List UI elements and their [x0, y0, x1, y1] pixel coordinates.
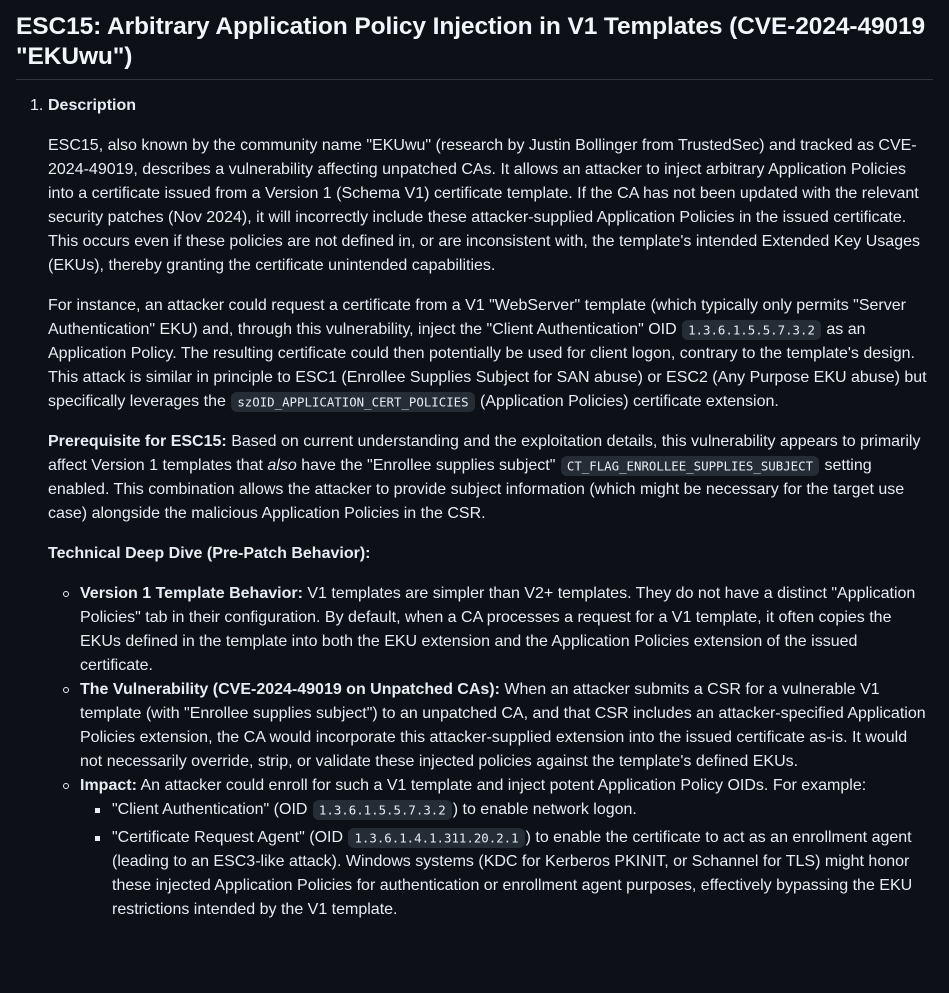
square-bullet-icon — [95, 808, 100, 813]
inline-code-app-cert-policies: szOID_APPLICATION_CERT_POLICIES — [231, 392, 474, 412]
inline-code-client-auth-oid-2: 1.3.6.1.5.5.7.3.2 — [313, 800, 452, 820]
list-item-description — [16, 94, 933, 922]
bullet-list — [48, 582, 933, 922]
circle-bullet-icon — [63, 687, 69, 693]
paragraph-intro: ESC15, also known by the community name "EKUwu" (research by Justin Bollinger from TrustedSec) and tracked as CVE-2024-49019, describes a vulnerability affecting unpatched CAs. It allows an attacker to inject arbitrary Application Policies into a certificate issued from a Version 1 (Schema V1) certificate template. If the CA has not been updated with the relevant security patches (Nov 2024), it will incorrectly include these attacker-supplied Application Policies in the issued certificate. This occurs even if these policies are not defined in, or are inconsistent with, the template's intended Extended Key Usages (EKUs), thereby granting the certificate unintended capabilities. — [48, 137, 920, 274]
paragraph-prerequisite: Prerequisite for ESC15: Based on current understanding and the exploitation details, this vulnerability appears to primarily affect Version 1 templates that also have the "Enrollee supplies subject" CT_FLAG_ENROLLEE_SUPPLIES_SUBJECT setting enabled. This combination allows the attacker to provide subject information (which might be necessary for the target use case) alongside the malicious Application Policies in the CSR. — [48, 433, 921, 522]
square-bullet-icon — [95, 836, 100, 841]
circle-bullet-icon — [63, 591, 69, 597]
sub-bullet-list — [80, 798, 933, 922]
section-title: Description — [48, 97, 137, 114]
bullet-item-impact: Impact: An attacker could enroll for such a V1 template and inject potent Application Policy OIDs. For example: "Client Authentication" (OID 1.3.6.1.5.5.7.3.2 ) to enable network logon. "Certificate Request Agent" (OID 1.3.6.1.4.1.311.20.2.1 ) to enable the certificate to act as an enrollment agent (leading to an ESC3-like attack). Windows systems (KDC for Kerberos PKINIT, or Schannel for TLS) might honor these injected Application Policies for authentication or enrollment agent purposes, effectively bypassing the EKU restrictions intended by the V1 template. — [48, 774, 933, 922]
prerequisite-label: Prerequisite for ESC15: — [48, 433, 227, 450]
deep-dive-title: Technical Deep Dive (Pre-Patch Behavior): — [48, 545, 371, 562]
sub-bullet-client-auth: "Client Authentication" (OID 1.3.6.1.5.5.7.3.2 ) to enable network logon. — [80, 798, 933, 822]
emphasis-also: also — [267, 457, 297, 474]
bullet-item-vulnerability: The Vulnerability (CVE-2024-49019 on Unpatched CAs): When an attacker submits a CSR for a vulnerable V1 template (with "Enrollee supplies subject") to an unpatched CA, and that CSR includes an attacker-specified Application Policies extension, the CA would incorporate this attacker-supplied extension into the issued certificate as-is. It would not necessarily override, strip, or validate these injected policies against the template's defined EKUs. — [48, 678, 933, 774]
inline-code-enrollee-flag: CT_FLAG_ENROLLEE_SUPPLIES_SUBJECT — [561, 456, 819, 476]
list-number: 1. — [30, 97, 44, 114]
circle-bullet-icon — [63, 783, 69, 789]
paragraph-example: For instance, an attacker could request a certificate from a V1 "WebServer" template (which typically only permits "Server Authentication" EKU) and, through this vulnerability, inject the "Client Authentication" OID 1.3.6.1.5.5.7.3.2 as an Application Policy. The resulting certificate could then potentially be used for client logon, contrary to the template's design. This attack is similar in principle to ESC1 (Enrollee Supplies Subject for SAN abuse) or ESC2 (Any Purpose EKU abuse) but specifically leverages the szOID_APPLICATION_CERT_POLICIES (Application Policies) certificate extension. — [48, 297, 927, 410]
bullet-item-v1-behavior: Version 1 Template Behavior: V1 templates are simpler than V2+ templates. They do not have a distinct "Application Policies" tab in their configuration. By default, when a CA processes a request for a V1 template, it often copies the EKUs defined in the template into both the EKU extension and the Application Policies extension of the issued certificate. — [48, 582, 933, 678]
inline-code-request-agent-oid: 1.3.6.1.4.1.311.20.2.1 — [348, 828, 524, 848]
page-title: ESC15: Arbitrary Application Policy Injection in V1 Templates (CVE-2024-49019 "EKUwu") — [16, 12, 933, 80]
sub-bullet-request-agent: "Certificate Request Agent" (OID 1.3.6.1.4.1.311.20.2.1 ) to enable the certificate to act as an enrollment agent (leading to an ESC3-like attack). Windows systems (KDC for Kerberos PKINIT, or Schannel for TLS) might honor these injected Application Policies for authentication or enrollment agent purposes, effectively bypassing the EKU restrictions intended by the V1 template. — [80, 826, 933, 922]
inline-code-client-auth-oid: 1.3.6.1.5.5.7.3.2 — [682, 320, 821, 340]
numbered-list — [16, 94, 933, 922]
